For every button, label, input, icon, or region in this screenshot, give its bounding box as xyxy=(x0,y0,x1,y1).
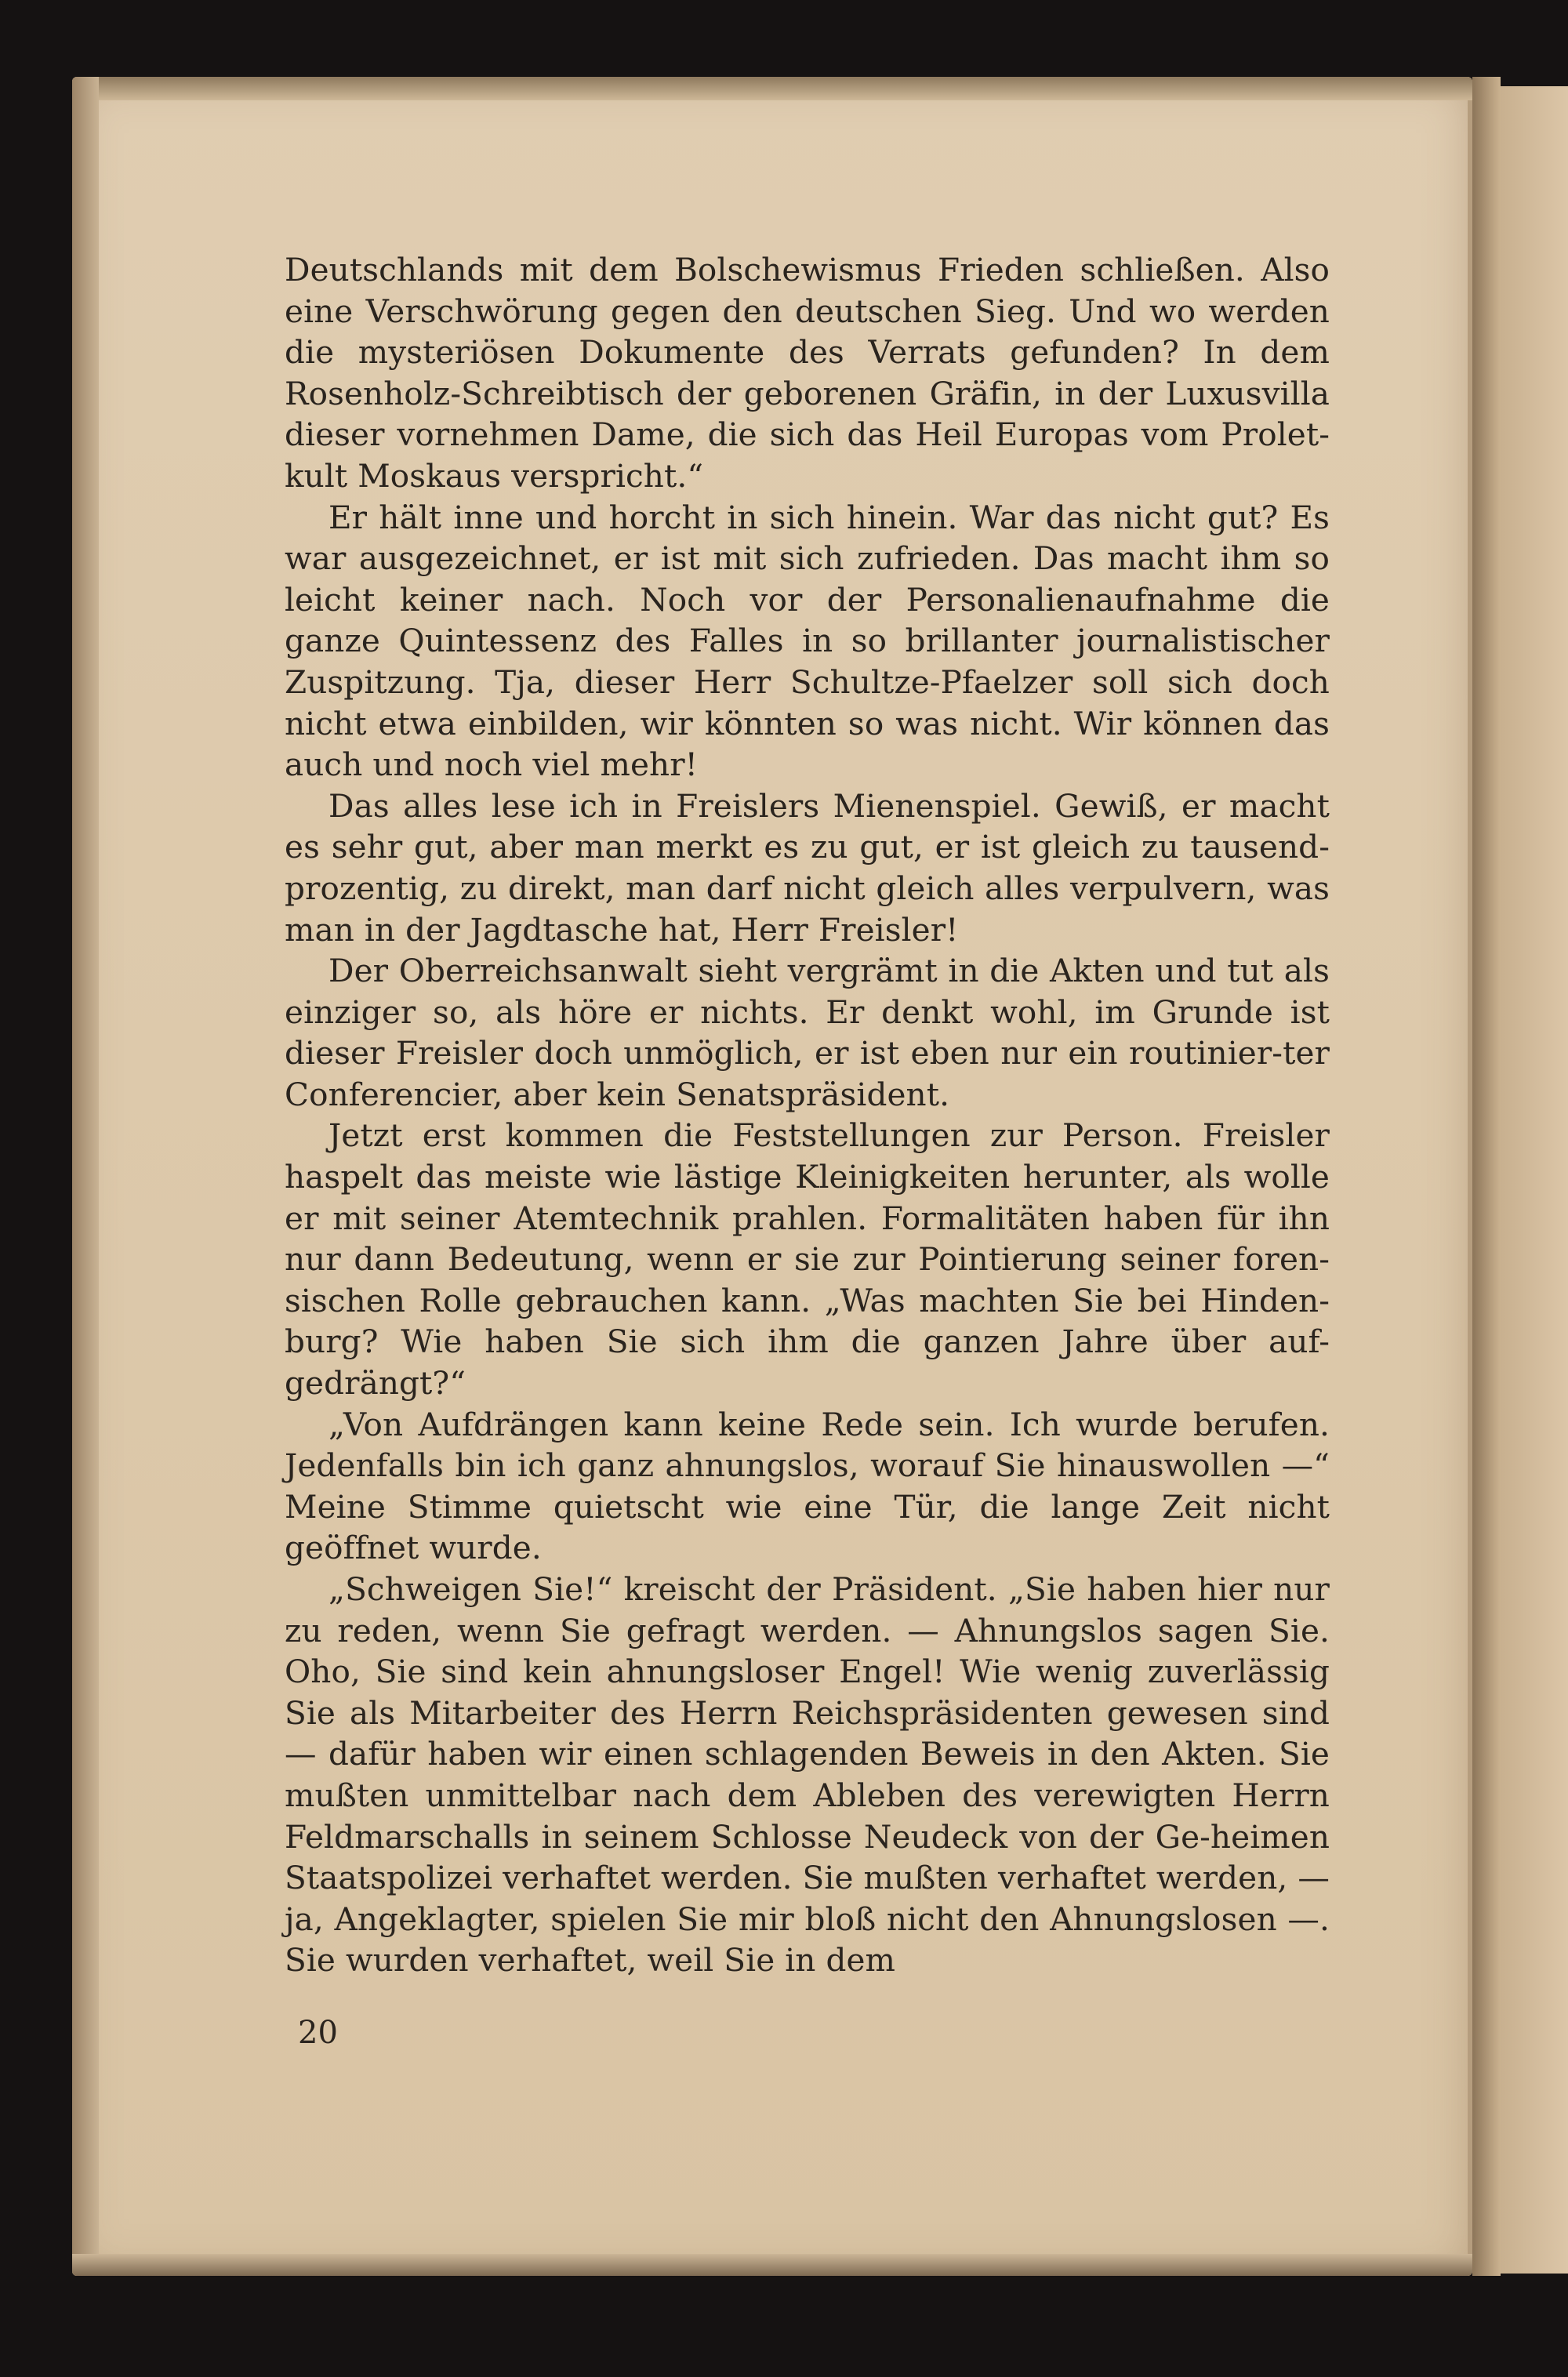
paragraph-5: Jetzt erst kommen die Feststellungen zur Person. Freisler haspelt das meiste wie lästige Kleinigkeiten herunter, als wolle er mit seiner Atemtechnik prahlen. Formalitäten haben für ihn nur dann Bedeutung, wenn er sie zur Pointierung seiner foren-sischen Rolle gebrauchen kann. „Was machten Sie bei Hinden-burg? Wie haben Sie sich ihm die ganzen Jahre über auf-gedrängt?“ xyxy=(285,1116,1330,1403)
paragraph-2: Er hält inne und horcht in sich hinein. War das nicht gut? Es war ausgezeichnet, er ist mit sich zufrieden. Das macht ihm so leicht keiner nach. Noch vor der Personalienaufnahme die ganze Quintessenz des Falles in so brillanter journalistischer Zuspitzung. Tja, dieser Herr Schultze-Pfaelzer soll sich doch nicht etwa einbilden, wir könnten so was nicht. Wir können das auch und noch viel mehr! xyxy=(285,498,1330,784)
paragraph-7: „Schweigen Sie!“ kreischt der Präsident. „Sie haben hier nur zu reden, wenn Sie gefragt werden. — Ahnungslos sagen Sie. Oho, Sie sind kein ahnungsloser Engel! Wie wenig zuverlässig Sie als Mitarbeiter des Herrn Reichspräsidenten gewesen sind — dafür haben wir einen schlagenden Beweis in den Akten. Sie mußten unmittelbar nach dem Ableben des verewigten Herrn Feldmarschalls in seinem Schlosse Neudeck von der Ge-heimen Staatspolizei verhaftet werden. Sie mußten verhaftet werden, — ja, Angeklagter, spielen Sie mir bloß nicht den Ahnungslosen —. Sie wurden verhaftet, weil Sie in dem xyxy=(285,1570,1330,1980)
paragraph-3: Das alles lese ich in Freislers Mienenspiel. Gewiß, er macht es sehr gut, aber man merkt es zu gut, er ist gleich zu tausend-prozentig, zu direkt, man darf nicht gleich alles verpulvern, was man in der Jagdtasche hat, Herr Freisler! xyxy=(285,786,1330,949)
paragraph-1: Deutschlands mit dem Bolschewismus Frieden schließen. Also eine Verschwörung gegen den deutschen Sieg. Und wo werden die mysteriösen Dokumente des Verrats gefunden? In dem Rosenholz-Schreibtisch der geborenen Gräfin, in der Luxusvilla dieser vornehmen Dame, die sich das Heil Europas vom Prolet-kult Moskaus verspricht.“ xyxy=(285,251,1330,495)
facing-page-edge xyxy=(1501,86,1568,2274)
page-bottom-edge xyxy=(72,2254,1472,2276)
page-number: 20 xyxy=(298,2015,338,2051)
page-body-text xyxy=(285,249,1330,1981)
paragraph-6: „Von Aufdrängen kann keine Rede sein. Ich wurde berufen. Jedenfalls bin ich ganz ahnungslos, worauf Sie hinauswollen —“ Meine Stimme quietscht wie eine Tür, die lange Zeit nicht geöffnet wurde. xyxy=(285,1405,1330,1567)
paragraph-4: Der Oberreichsanwalt sieht vergrämt in die Akten und tut als einziger so, als höre er nichts. Er denkt wohl, im Grunde ist dieser Freisler doch unmöglich, er ist eben nur ein routinier-ter Conferencier, aber kein Senatspräsident. xyxy=(285,952,1330,1113)
book-gutter xyxy=(1472,77,1501,2276)
page-top-edge xyxy=(72,77,1472,100)
page-left-edge xyxy=(72,77,99,2276)
